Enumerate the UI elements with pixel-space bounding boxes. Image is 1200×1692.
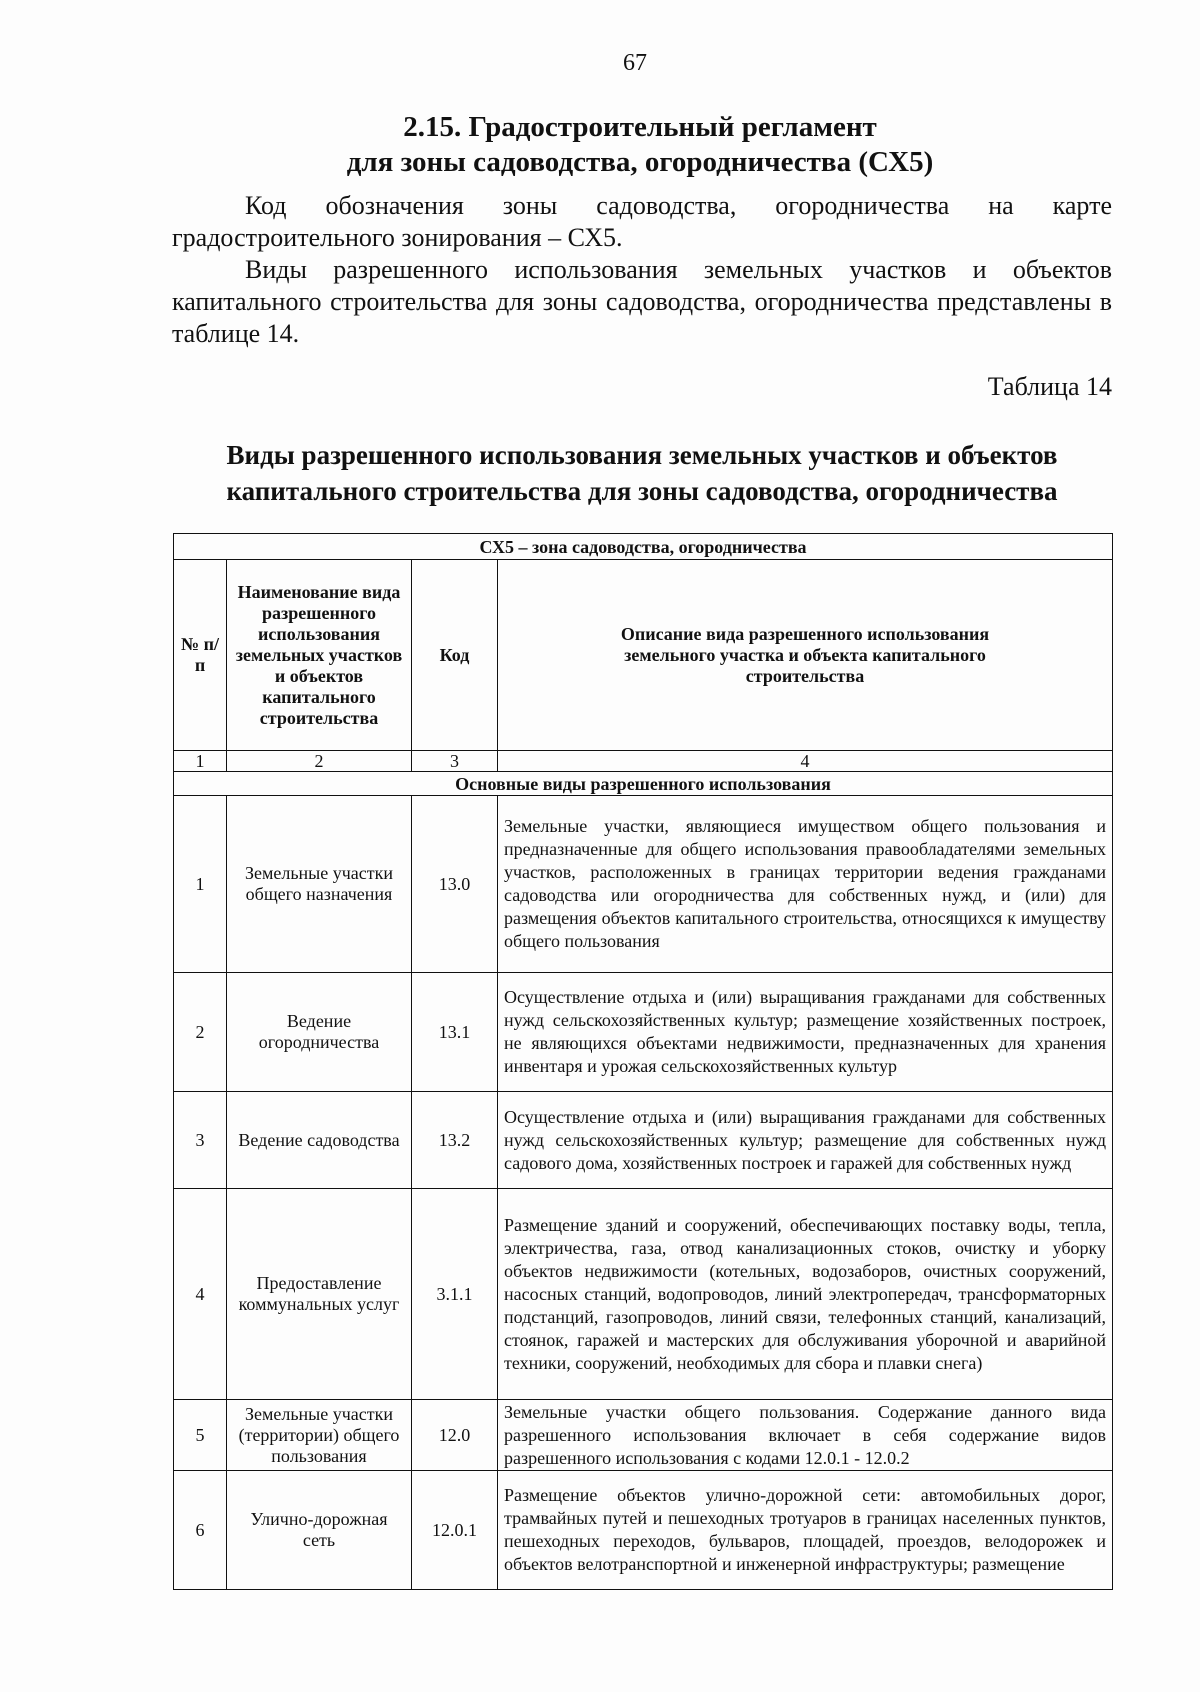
section-heading [200,110,1080,180]
section-heading-line-2: для зоны садоводства, огородничества (СХ5) [346,146,934,178]
table-title-line-1: Виды разрешенного использования земельных участков и объектов [226,440,1058,470]
table-row [174,1189,1113,1400]
row-description: Земельные участки, являющиеся имуществом общего пользования и предназначенные для общего использования правообладателями земельных участков, расположенных в границах территории ведения гражданами садоводства или огородничества для собственных нужд, и (или) для размещения объектов капитального строительства, относящихся к имуществу общего пользования [498,796,1113,973]
paragraph-permitted-uses-text: Виды разрешенного использования земельных участков и объектов капитального строительства для зоны садоводства, огородничества представлены в таблице 14. [172,255,1112,348]
row-code: 3.1.1 [412,1189,498,1400]
permitted-uses-table [173,533,1113,1590]
row-description: Размещение объектов улично-дорожной сети: автомобильных дорог, трамвайных путей и пешеходных тротуаров в границах населенных пунктов, пешеходных переходов, бульваров, площадей, проездов, велодорожек и объектов велотранспортной и инженерной инфраструктуры; размещение [498,1471,1113,1590]
row-description: Размещение зданий и сооружений, обеспечивающих поставку воды, тепла, электричества, газа, отвод канализационных стоков, очистку и уборку объектов недвижимости (котельных, водозаборов, очистных сооружений, насосных станций, водопроводов, линий электропередач, трансформаторных подстанций, газопроводов, линий связи, телефонных станций, канализаций, стоянок, гаражей и мастерских для обслуживания уборочной и аварийной техники, сооружений, необходимых для сбора и плавки снега) [498,1189,1113,1400]
row-code: 12.0 [412,1400,498,1471]
row-description: Осуществление отдыха и (или) выращивания гражданами для собственных нужд сельскохозяйственных культур; размещение для собственных нужд садового дома, хозяйственных построек и гаражей для собственных нужд [498,1092,1113,1189]
column-number-3: 3 [412,751,498,772]
table-zone-header: СХ5 – зона садоводства, огородничества [174,534,1113,560]
paragraph-zone-code-text: Код обозначения зоны садоводства, огородничества на карте градостроительного зонирования – СХ5. [172,191,1112,252]
section-row-title: Основные виды разрешенного использования [174,772,1113,796]
page-number: 67 [623,50,647,76]
table-caption: Таблица 14 [987,372,1112,401]
section-heading-line-1: 2.15. Градостроительный регламент [403,111,877,143]
row-description: Осуществление отдыха и (или) выращивания гражданами для собственных нужд сельскохозяйственных культур; размещение хозяйственных построек, не являющихся объектами недвижимости, предназначенных для хранения инвентаря и урожая сельскохозяйственных культур [498,973,1113,1092]
row-number: 5 [174,1400,227,1471]
row-use-name: Предоставление коммунальных услуг [227,1189,412,1400]
row-code: 13.2 [412,1092,498,1189]
table-row [174,1400,1113,1471]
row-code: 12.0.1 [412,1471,498,1590]
table-row [174,1471,1113,1590]
row-number: 6 [174,1471,227,1590]
row-use-name: Улично-дорожная сеть [227,1471,412,1590]
row-use-name: Ведение садоводства [227,1092,412,1189]
column-number-4: 4 [498,751,1113,772]
table-title [172,437,1112,509]
table-row [174,796,1113,973]
row-use-name: Земельные участки общего назначения [227,796,412,973]
row-use-name: Ведение огородничества [227,973,412,1092]
column-number-1: 1 [174,751,227,772]
column-header-code: Код [412,560,498,751]
row-number: 2 [174,973,227,1092]
column-number-2: 2 [227,751,412,772]
column-header-number: № п/п [174,560,227,751]
row-number: 4 [174,1189,227,1400]
row-code: 13.1 [412,973,498,1092]
row-description: Земельные участки общего пользования. Содержание данного вида разрешенного использования включает в себя содержание видов разрешенного использования с кодами 12.0.1 - 12.0.2 [498,1400,1113,1471]
row-number: 1 [174,796,227,973]
table-title-line-2: капитального строительства для зоны садоводства, огородничества [226,476,1058,506]
paragraph-zone-code [172,190,1112,254]
row-use-name: Земельные участки (территории) общего пользования [227,1400,412,1471]
table-row [174,973,1113,1092]
column-header-name: Наименование вида разрешенного использования земельных участков и объектов капитального строительства [227,560,412,751]
paragraph-permitted-uses [172,254,1112,350]
table-row [174,1092,1113,1189]
column-header-description: Описание вида разрешенного использования земельного участка и объекта капитального строительства [498,560,1113,751]
row-number: 3 [174,1092,227,1189]
row-code: 13.0 [412,796,498,973]
